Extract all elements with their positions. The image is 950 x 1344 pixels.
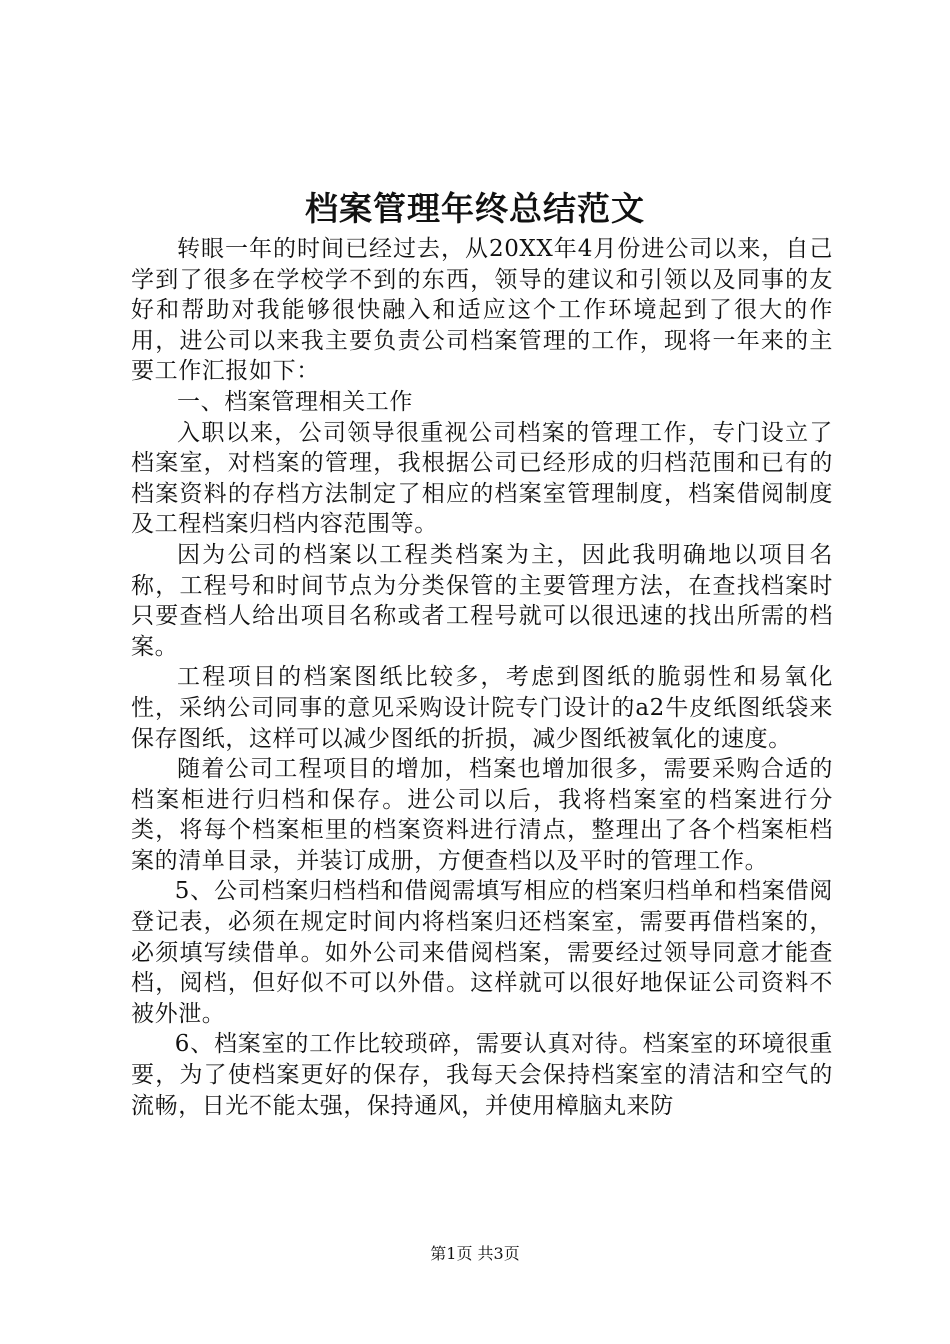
paragraph-classification: 因为公司的档案以工程类档案为主，因此我明确地以项目名称，工程号和时间节点为分类保管的主要管理方法，在查找档案时只要查档人给出项目名称或者工程号就可以很迅速的找出所需的档案。 (131, 541, 833, 660)
paragraph-environment: 6、档案室的工作比较琐碎，需要认真对待。档案室的环境很重要，为了使档案更好的保存，我每天会保持档案室的清洁和空气的流畅，日光不能太强，保持通风，并使用樟脑丸来防 (131, 1031, 833, 1119)
paragraph-intro: 转眼一年的时间已经过去，从20XX年4月份进公司以来，自己学到了很多在学校学不到的东西，领导的建议和引领以及同事的友好和帮助对我能够很快融入和适应这个工作环境起到了很大的作用，进公司以来我主要负责公司档案管理的工作，现将一年来的主要工作汇报如下： (131, 236, 833, 385)
paragraph-borrowing: 5、公司档案归档档和借阅需填写相应的档案归档单和档案借阅登记表，必须在规定时间内将档案归还档案室，需要再借档案的，必须填写续借单。如外公司来借阅档案，需要经过领导同意才能查档，阅档，但好似不可以外借。这样就可以很好地保证公司资料不被外泄。 (131, 878, 833, 1027)
document-title: 档案管理年终总结范文 (305, 189, 645, 228)
paragraph-cabinets: 随着公司工程项目的增加，档案也增加很多，需要采购合适的档案柜进行归档和保存。进公司以后，我将档案室的档案进行分类，将每个档案柜里的档案资料进行清点，整理出了各个档案柜档案的清单目录，并装订成册，方便查档以及平时的管理工作。 (131, 756, 833, 874)
paragraph-archive-room: 入职以来，公司领导很重视公司档案的管理工作，专门设立了档案室，对档案的管理，我根据公司已经形成的归档范围和已有的档案资料的存档方法制定了相应的档案室管理制度，档案借阅制度及工程档案归档内容范围等。 (131, 419, 833, 538)
paragraph-drawings: 工程项目的档案图纸比较多，考虑到图纸的脆弱性和易氧化性，采纳公司同事的意见采购设计院专门设计的a2牛皮纸图纸袋来保存图纸，这样可以减少图纸的折损，减少图纸被氧化的速度。 (131, 664, 833, 752)
document-body (131, 234, 833, 1121)
page-footer: 第1页 共3页 (430, 1244, 520, 1263)
section-heading: 一、档案管理相关工作 (177, 388, 413, 415)
